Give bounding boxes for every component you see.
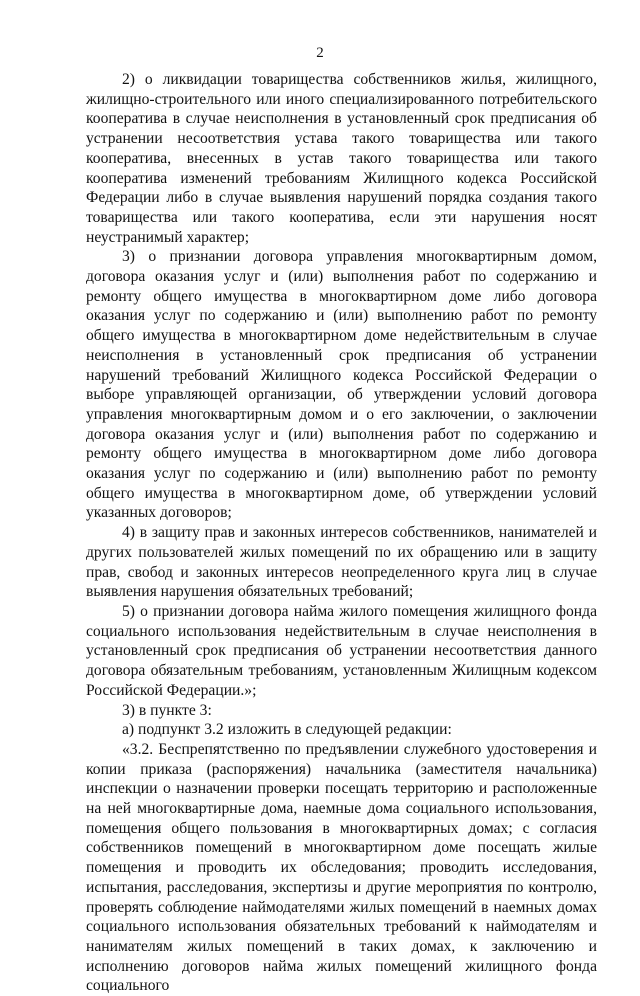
paragraph-item-2-liquidation: 2) о ликвидации товарищества собственников жилья, жилищного, жилищно-строительного или иного специализированного потребительского кооператива в случае неисполнения в установленный срок предписания об устранении несоответствия устава такого товарищества или такого кооператива, внесенных в устав такого товарищества или такого кооператива изменений требованиям Жилищного кодекса Российской Федерации либо в случае выявления нарушений порядка создания такого товарищества или такого кооператива, если эти нарушения носят неустранимый характер; [86, 71, 597, 246]
paragraph-point-3: 3) в пункте 3: [122, 701, 212, 719]
paragraph-item-4-rights-protection: 4) в защиту прав и законных интересов собственников, нанимателей и других пользователей жилых помещений по их обращению или в защиту прав, свобод и законных интересов неопределенного круга лиц в случае выявления нарушения обязательных требований; [86, 524, 597, 601]
paragraph-item-3-contract-invalidation: 3) о признании договора управления многоквартирным домом, договора оказания услуг и (или) выполнения работ по содержанию и ремонту общего имущества в многоквартирном доме либо договора оказания услуг по содержанию и (или) выполнению работ по ремонту общего имущества в многоквартирном доме недействительным в случае неисполнения в установленный срок предписания об устранении нарушений требований Жилищного кодекса Российской Федерации о выборе управляющей организации, об утверждении условий договора управления многоквартирным домом и о его заключении, о заключении договора оказания услуг и (или) выполнения работ по содержанию и ремонту общего имущества в многоквартирном доме либо договора оказания услуг по содержанию и (или) выполнению работ по ремонту общего имущества в многоквартирном доме, об утверждении условий указанных договоров; [86, 248, 597, 522]
paragraph-subpoint-a: а) подпункт 3.2 изложить в следующей редакции: [122, 721, 452, 739]
paragraph-item-5-rental-contract: 5) о признании договора найма жилого помещения жилищного фонда социального использования недействительным в случае неисполнения в установленный срок предписания об устранении несоответствия данного договора обязательным требованиям, установленным Жилищным кодексом Российской Федерации.»; [86, 602, 597, 699]
page-number: 2 [316, 45, 324, 61]
paragraph-clause-3-2: «3.2. Беспрепятственно по предъявлении служебного удостоверения и копии приказа (распоряжения) начальника (заместителя начальника) инспекции о назначении проверки посещать территорию и расположенные на ней многоквартирные дома, наемные дома социального использования, помещения общего пользования в многоквартирных домах; с согласия собственников помещений в многоквартирном доме посещать жилые помещения и проводить их обследования; проводить исследования, испытания, расследования, экспертизы и другие мероприятия по контролю, проверять соблюдение наймодателями жилых помещений в наемных домах социального использования обязательных требований к наймодателям и нанимателям жилых помещений в таких домах, к заключению и исполнению договоров найма жилых помещений жилищного фонда социального [86, 740, 597, 995]
document-body [86, 70, 597, 996]
